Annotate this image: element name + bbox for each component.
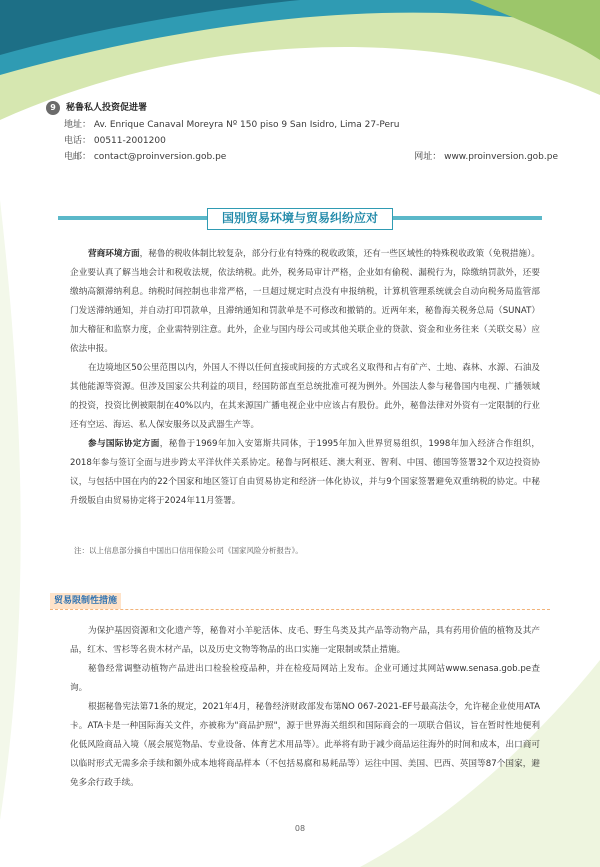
intl-agreements-heading: 参与国际协定方面 [88,439,160,449]
contact-block [50,100,558,165]
section-heading [58,208,542,228]
border-land-paragraph: 在边境地区50公里范围以内，外国人不得以任何直接或间接的方式或名义取得和占有矿产、土地、森林、水源、石油及其他能源等资源。但涉及国家公共利益的项目，经国防部直至总统批准可视为例外。外国法人参与秘鲁国内电视、广播领域的投资，投资比例被限制在40%以内，在其来源国广播电视企业中应该占有股份。此外，秘鲁法律对外资有一定限制的行业还有空运、海运、私人保安服务以及武器生产等。 [70,363,540,430]
left-side-arc [0,200,21,820]
business-env-paragraph: 营商环境方面，秘鲁的税收体制比较复杂，部分行业有特殊的税收政策，还有一些区域性的特殊税收政策（免税措施）。企业要认真了解当地会计和税收法规，依法纳税。此外，税务局审计严格，企业如有偷税、漏税行为，除缴纳罚款外，还要缴纳高额滞纳利息。纳税时间控制也非常严格，一旦超过规定时点没有申报纳税，计算机管理系统就会自动向税务局监管部门发送滞纳通知，并自动打印罚款单，且滞纳通知和罚款单是不可修改和撤销的。近两年来，秘鲁海关税务总局（SUNAT）加大稽征和监察力度，企业需特别注意。此外，企业与国内母公司或其他关联企业的贷款、资金和业务往来（关联交易）应依法申报。 [70,249,540,354]
business-env-heading: 营商环境方面 [88,249,140,259]
page-number: 08 [294,824,306,833]
item-number-badge: 9 [46,101,60,115]
email-website-row [58,149,558,165]
ata-carnet-paragraph: 根据秘鲁宪法第71条的规定，2021年4月，秘鲁经济财政部发布第NO 067-2021-EF号最高法令，允许秘企业使用ATA卡。ATA卡是一种国际海关文件，亦被称为"商品护照"，源于世界海关组织和国际商会的一项联合倡议，旨在暂时性地便利化低风险商品入境（展会展览物品、专业设备、体育艺术用品等）。此举将有助于减少商品运往海外的时间和成本，出口商可以临时形式无需多余手续和额外成本地将商品样本（不包括易腐和易耗品等）运往中国、美国、巴西、英国等87个国家，避免多余行政手续。 [70,702,540,788]
org-name: 秘鲁私人投资促进署 [66,103,148,113]
environment-text [70,245,540,511]
phone-line: 电话： 00511-2001200 [64,136,166,146]
export-restriction-paragraph: 为保护基因资源和文化遗产等，秘鲁对小羊驼活体、皮毛、野生鸟类及其产品等动物产品，具有药用价值的植物及其产品，红木、雪杉等名贵木材产品，以及历史文物等物品的出口实施一定限制或禁止措施。 [70,626,540,655]
email-line: 电邮： contact@proinversion.gob.pe [64,152,227,162]
subsection-divider [50,609,550,611]
org-line [50,100,558,116]
subsection-heading [50,593,550,611]
section-title: 国别贸易环境与贸易纠纷应对 [207,208,393,230]
intl-agreements-paragraph: 参与国际协定方面，秘鲁于1969年加入安第斯共同体，于1995年加入世界贸易组织，1998年加入经济合作组织，2018年参与签订全面与进步跨太平洋伙伴关系协定。秘鲁与阿根廷、澳大利亚、智利、中国、德国等签署32个双边投资协议，与包括中国在内的22个国家和地区签订自由贸易协定和经济一体化协议，并与9个国家签署避免双重纳税的协定。中秘升级版自由贸易协定将于2024年11月签署。 [70,439,540,506]
address-line: 地址： Av. Enrique Canaval Moreyra Nº 150 piso 9 San Isidro, Lima 27-Peru [64,120,400,130]
restriction-text [70,622,540,793]
quarantine-paragraph: 秘鲁经常调整动植物产品进出口检验检疫品种，并在检疫局网站上发布。企业可通过其网站www.senasa.gob.pe查询。 [70,664,540,693]
source-note: 注：以上信息部分摘自中国出口信用保险公司《国家风险分析报告》。 [74,546,303,555]
website-line: 网址： www.proinversion.gob.pe [414,152,558,162]
subsection-title: 贸易限制性措施 [50,593,121,609]
